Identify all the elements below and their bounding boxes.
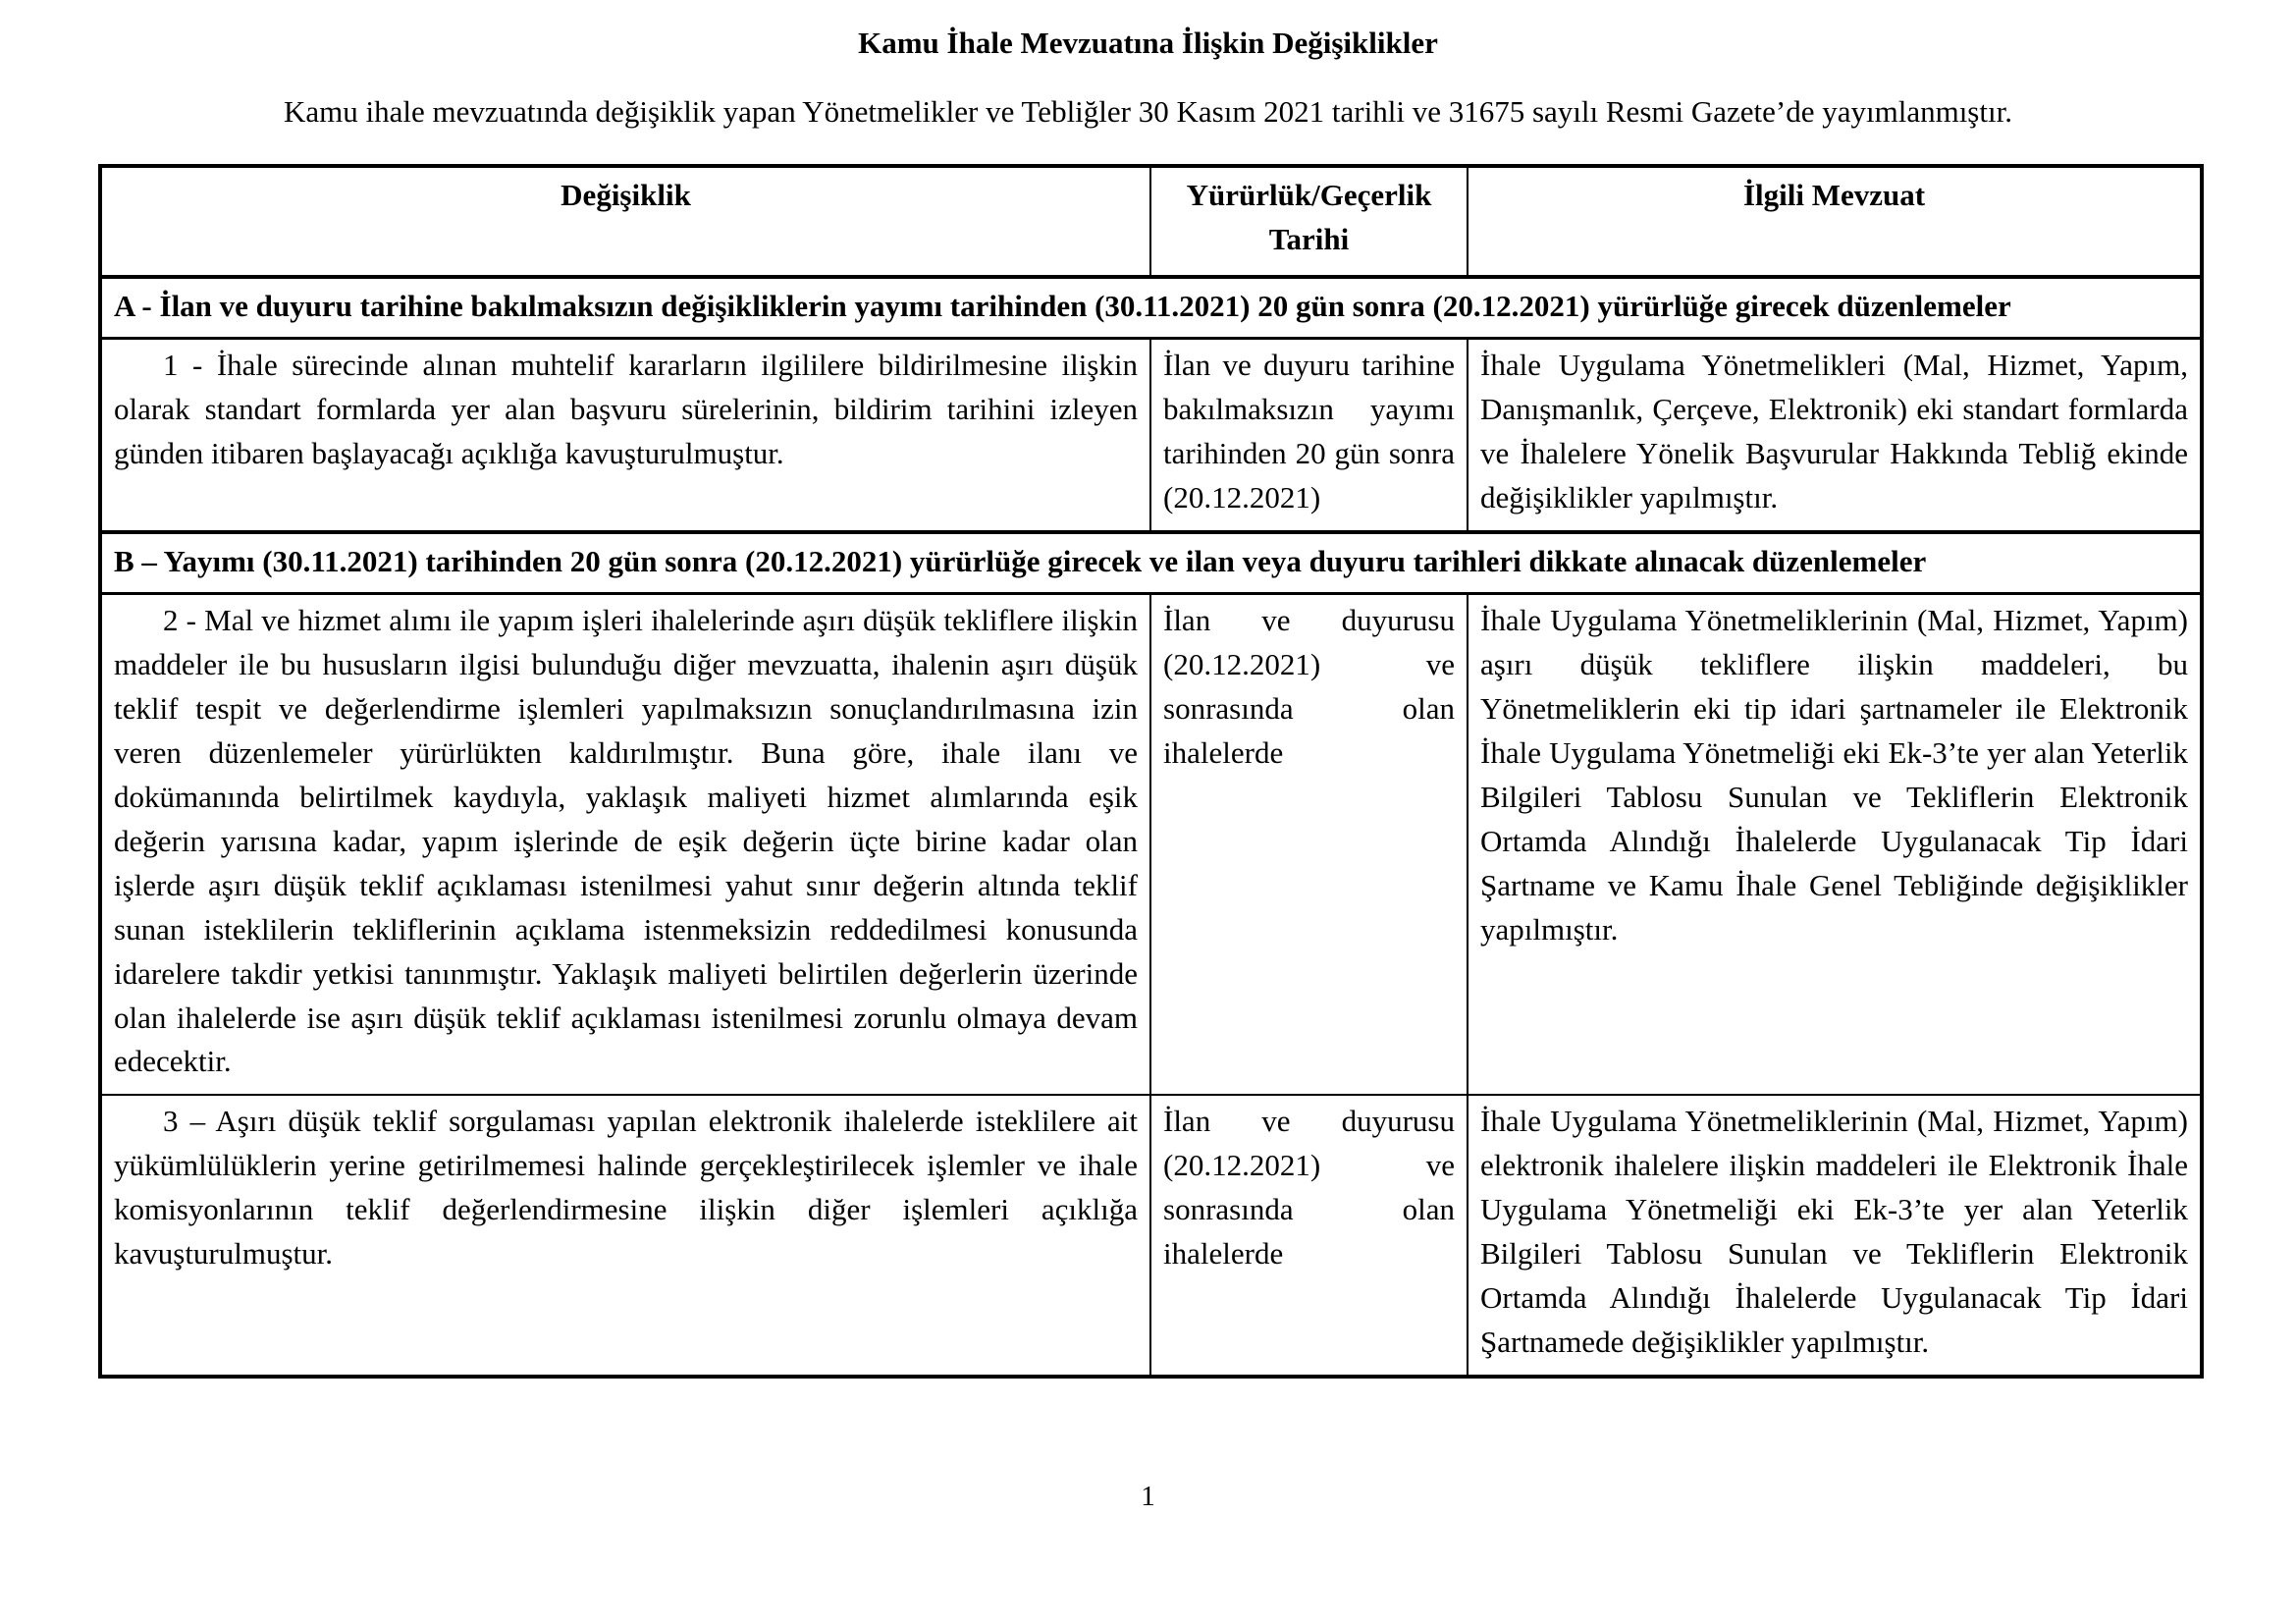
changes-table [98,164,2204,1379]
cell-degisiklik: 3 – Aşırı düşük teklif sorgulaması yapılan elektronik ihalelerde isteklilere ait yükümlülüklerin yerine getirilmemesi halinde gerçekleştirilecek işlemler ve ihale komisyonlarının teklif değerlendirmesine ilişkin diğer işlemleri açıklığa kavuşturulmuştur. [100,1095,1150,1377]
table-row [100,594,2202,1096]
cell-tarih: İlan ve duyuru tarihine bakılmaksızın yayımı tarihinden 20 gün sonra (20.12.2021) [1150,339,1468,532]
cell-mevzuat: İhale Uygulama Yönetmeliklerinin (Mal, Hizmet, Yapım) elektronik ihalelere ilişkin maddeleri ile Elektronik İhale Uygulama Yönetmeliği eki Ek-3’te yer alan Yeterlik Bilgileri Tablosu Sunulan ve Tekliflerin Elektronik Ortamda Alındığı İhalelerde Uygulanacak Tip İdari Şartnamede değişiklikler yapılmıştır. [1468,1095,2202,1377]
section-header-row-a [100,277,2202,338]
cell-degisiklik: 2 - Mal ve hizmet alımı ile yapım işleri ihalelerinde aşırı düşük tekliflere ilişkin maddeler ile bu hususların ilgisi bulunduğu diğer mevzuatta, ihalenin aşırı düşük teklif tespit ve değerlendirme işlemleri yapılmaksızın sonuçlandırılmasına izin veren düzenlemeler yürürlükten kaldırılmıştır. Buna göre, ihale ilanı ve dokümanında belirtilmek kaydıyla, yaklaşık maliyeti hizmet alımlarında eşik değerin yarısına kadar, yapım işlerinde de eşik değerin üçte birine kadar olan işlerde aşırı düşük teklif açıklaması istenilmesi yahut sınır değerin altında teklif sunan isteklilerin tekliflerinin açıklama istenmeksizin reddedilmesi konusunda idarelere takdir yetkisi tanınmıştır. Yaklaşık maliyeti belirtilen değerlerin üzerinde olan ihalelerde ise aşırı düşük teklif açıklaması istenilmesi zorunlu olmaya devam edecektir. [100,594,1150,1096]
column-header-degisiklik: Değişiklik [100,166,1150,278]
table-row [100,339,2202,532]
section-b-label: B – Yayımı (30.11.2021) tarihinden 20 gün sonra (20.12.2021) yürürlüğe girecek ve ilan veya duyuru tarihleri dikkate alınacak düzenlemeler [100,532,2202,593]
document-title: Kamu İhale Mevzuatına İlişkin Değişiklikler [858,26,1438,60]
page-number: 1 [1141,1481,1155,1512]
column-header-tarih: Yürürlük/Geçerlik Tarihi [1150,166,1468,278]
column-header-mevzuat: İlgili Mevzuat [1468,166,2202,278]
section-header-row-b [100,532,2202,593]
table-header-row [100,166,2202,278]
cell-mevzuat: İhale Uygulama Yönetmeliklerinin (Mal, Hizmet, Yapım) aşırı düşük tekliflere ilişkin maddeleri, bu Yönetmeliklerin eki tip idari şartnameler ile Elektronik İhale Uygulama Yönetmeliği eki Ek-3’te yer alan Yeterlik Bilgileri Tablosu Sunulan ve Tekliflerin Elektronik Ortamda Alındığı İhalelerde Uygulanacak Tip İdari Şartname ve Kamu İhale Genel Tebliğinde değişiklikler yapılmıştır. [1468,594,2202,1096]
section-a-label: A - İlan ve duyuru tarihine bakılmaksızın değişikliklerin yayımı tarihinden (30.11.2021) 20 gün sonra (20.12.2021) yürürlüğe girecek düzenlemeler [100,277,2202,338]
cell-tarih: İlan ve duyurusu (20.12.2021) ve sonrasında olan ihalelerde [1150,594,1468,1096]
table-row [100,1095,2202,1377]
cell-mevzuat: İhale Uygulama Yönetmelikleri (Mal, Hizmet, Yapım, Danışmanlık, Çerçeve, Elektronik) eki standart formlarda ve İhalelere Yönelik Başvurular Hakkında Tebliğ ekinde değişiklikler yapılmıştır. [1468,339,2202,532]
cell-degisiklik: 1 - İhale sürecinde alınan muhtelif kararların ilgililere bildirilmesine ilişkin olarak standart formlarda yer alan başvuru sürelerinin, bildirim tarihini izleyen günden itibaren başlayacağı açıklığa kavuşturulmuştur. [100,339,1150,532]
cell-tarih: İlan ve duyurusu (20.12.2021) ve sonrasında olan ihalelerde [1150,1095,1468,1377]
intro-paragraph: Kamu ihale mevzuatında değişiklik yapan Yönetmelikler ve Tebliğler 30 Kasım 2021 tarihli ve 31675 sayılı Resmi Gazete’de yayımlanmıştır. [284,94,2012,130]
